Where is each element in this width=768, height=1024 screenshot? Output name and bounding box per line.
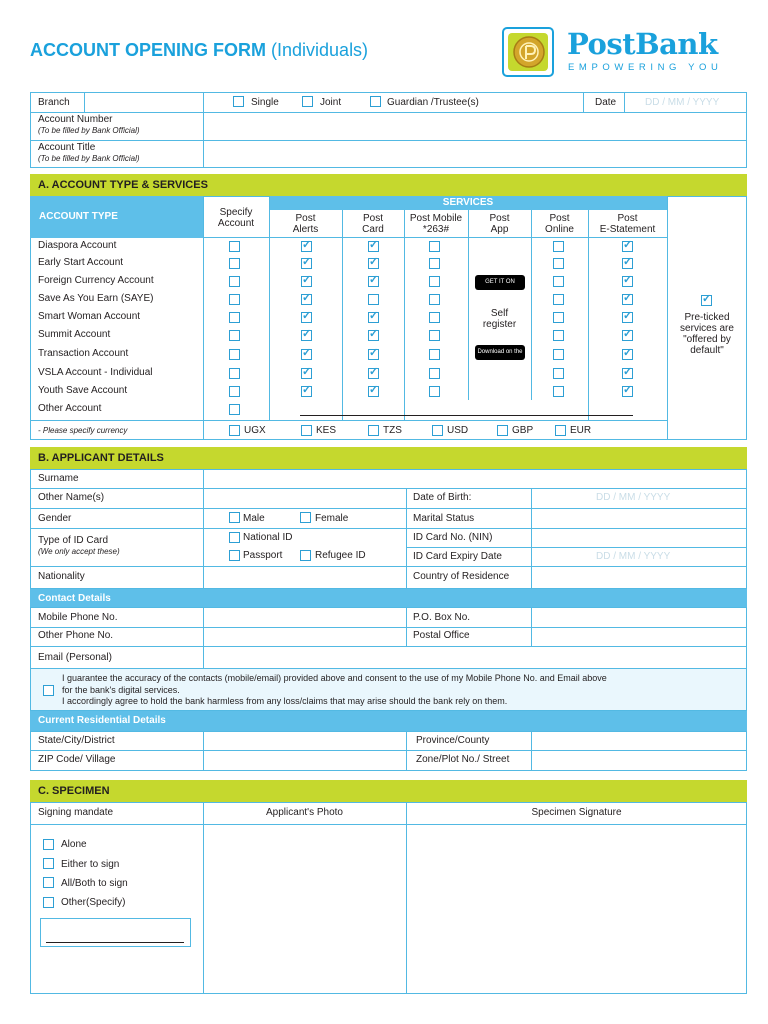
specify-checkbox[interactable] <box>229 294 240 305</box>
specify-checkbox[interactable] <box>229 312 240 323</box>
dob-placeholder[interactable]: DD / MM / YYYY <box>596 492 671 503</box>
alerts-checkbox[interactable] <box>301 241 312 252</box>
account-number-label: Account Number <box>38 114 113 125</box>
currency-checkbox[interactable] <box>229 425 240 436</box>
male-checkbox[interactable] <box>229 512 240 523</box>
card-checkbox[interactable] <box>368 241 379 252</box>
estatement-checkbox[interactable] <box>622 294 633 305</box>
mobile-checkbox[interactable] <box>429 258 440 269</box>
alerts-checkbox[interactable] <box>301 258 312 269</box>
nin-label: ID Card No. (NIN) <box>413 532 493 543</box>
card-checkbox[interactable] <box>368 368 379 379</box>
estatement-checkbox[interactable] <box>622 330 633 341</box>
email-label: Email (Personal) <box>38 652 112 663</box>
applicant-details-table <box>30 469 747 589</box>
online-checkbox[interactable] <box>553 330 564 341</box>
card-checkbox[interactable] <box>368 386 379 397</box>
preticked-note: Pre-ticked services are "offered by default" <box>680 312 734 356</box>
consent-text-3: I accordingly agree to hold the bank harmless from any loss/claims that may arise should the bank rely on them. <box>62 696 508 706</box>
expiry-placeholder[interactable]: DD / MM / YYYY <box>596 551 671 562</box>
alerts-checkbox[interactable] <box>301 330 312 341</box>
marital-label: Marital Status <box>413 513 475 524</box>
card-checkbox[interactable] <box>368 312 379 323</box>
preticked-example-checkbox <box>701 295 712 306</box>
alerts-checkbox[interactable] <box>301 312 312 323</box>
estatement-checkbox[interactable] <box>622 276 633 287</box>
specimen-table <box>30 802 747 994</box>
male-label: Male <box>243 513 265 524</box>
estatement-checkbox[interactable] <box>622 312 633 323</box>
consent-text-2: for the bank's digital services. <box>62 685 180 695</box>
currency-checkbox[interactable] <box>497 425 508 436</box>
other-names-label: Other Name(s) <box>38 492 105 503</box>
account-name: Save As You Earn (SAYE) <box>38 293 154 304</box>
online-checkbox[interactable] <box>553 294 564 305</box>
form-title: ACCOUNT OPENING FORM (Individuals) <box>30 40 369 60</box>
currency-note: - Please specify currency <box>38 426 128 435</box>
branch-label: Branch <box>38 97 70 108</box>
card-checkbox[interactable] <box>368 330 379 341</box>
other-mandate-checkbox[interactable] <box>43 897 54 908</box>
mobile-checkbox[interactable] <box>429 386 440 397</box>
surname-label: Surname <box>38 473 79 484</box>
currency-checkbox[interactable] <box>368 425 379 436</box>
section-a-header: A. ACCOUNT TYPE & SERVICES <box>30 174 747 196</box>
post-estatement-header: Post E-Statement <box>599 213 656 235</box>
female-checkbox[interactable] <box>300 512 311 523</box>
refugee-id-checkbox[interactable] <box>300 550 311 561</box>
account-name: Early Start Account <box>38 257 124 268</box>
mobile-checkbox[interactable] <box>429 330 440 341</box>
all-label: All/Both to sign <box>61 878 128 889</box>
section-b-header: B. APPLICANT DETAILS <box>30 447 747 469</box>
national-id-checkbox[interactable] <box>229 532 240 543</box>
other-account-line[interactable] <box>300 415 633 416</box>
account-name: Foreign Currency Account <box>38 275 154 286</box>
currency-checkbox[interactable] <box>301 425 312 436</box>
all-checkbox[interactable] <box>43 877 54 888</box>
residential-table <box>30 731 747 771</box>
online-checkbox[interactable] <box>553 258 564 269</box>
specify-checkbox[interactable] <box>229 241 240 252</box>
residential-details-band: Current Residential Details <box>30 711 747 731</box>
mobile-checkbox[interactable] <box>429 368 440 379</box>
joint-checkbox[interactable] <box>302 96 313 107</box>
refugee-id-label: Refugee ID <box>315 550 366 561</box>
online-checkbox[interactable] <box>553 368 564 379</box>
form-subtitle: (Individuals) <box>271 40 369 60</box>
app-store-badge[interactable]: Download on the App Store <box>475 345 525 360</box>
expiry-label: ID Card Expiry Date <box>413 551 502 562</box>
account-name: Transaction Account <box>38 348 129 359</box>
brand-name: PostBank <box>567 27 718 61</box>
mobile-checkbox[interactable] <box>429 294 440 305</box>
contact-details-band: Contact Details <box>30 589 747 607</box>
services-header: SERVICES <box>442 197 494 208</box>
post-online-header: Post Online <box>545 213 574 235</box>
mobile-checkbox[interactable] <box>429 276 440 287</box>
post-mobile-header: Post Mobile *263# <box>409 213 463 235</box>
mobile-label: Mobile Phone No. <box>38 612 118 623</box>
id-type-label: Type of ID Card <box>38 535 109 546</box>
self-register-label: Self register <box>482 308 517 330</box>
specify-checkbox[interactable] <box>229 386 240 397</box>
nationality-label: Nationality <box>38 571 85 582</box>
dob-label: Date of Birth: <box>413 492 472 503</box>
joint-label: Joint <box>320 97 342 108</box>
post-alerts-header: Post Alerts <box>292 213 319 235</box>
either-label: Either to sign <box>61 859 120 870</box>
account-name: VSLA Account - Individual <box>38 367 153 378</box>
date-label: Date <box>595 97 617 108</box>
specify-checkbox[interactable] <box>229 330 240 341</box>
post-app-header: Post App <box>489 213 510 235</box>
google-play-badge[interactable]: GET IT ON Google play <box>475 275 525 290</box>
alerts-checkbox[interactable] <box>301 368 312 379</box>
card-checkbox[interactable] <box>368 294 379 305</box>
passport-label: Passport <box>243 550 283 561</box>
card-checkbox[interactable] <box>368 349 379 360</box>
mobile-checkbox[interactable] <box>429 349 440 360</box>
guardian-label: Guardian /Trustee(s) <box>387 97 479 108</box>
currency-label: KES <box>316 425 337 436</box>
account-name: Smart Woman Account <box>38 311 141 322</box>
zip-label: ZIP Code/ Village <box>38 754 116 765</box>
mobile-checkbox[interactable] <box>429 241 440 252</box>
online-checkbox[interactable] <box>553 276 564 287</box>
currency-label: GBP <box>512 425 534 436</box>
online-checkbox[interactable] <box>553 349 564 360</box>
currency-label: USD <box>447 425 469 436</box>
online-checkbox[interactable] <box>553 386 564 397</box>
zone-label: Zone/Plot No./ Street <box>416 754 510 765</box>
post-card-header: Post Card <box>362 213 384 235</box>
specify-checkbox[interactable] <box>229 276 240 287</box>
estatement-checkbox[interactable] <box>622 258 633 269</box>
card-checkbox[interactable] <box>368 258 379 269</box>
either-checkbox[interactable] <box>43 858 54 869</box>
signature-header: Specimen Signature <box>531 807 622 818</box>
residence-label: Country of Residence <box>413 571 510 582</box>
brand-tagline: EMPOWERING YOU <box>568 62 723 73</box>
currency-label: TZS <box>383 425 402 436</box>
province-label: Province/County <box>416 735 490 746</box>
account-type-header: ACCOUNT TYPE <box>39 211 118 222</box>
alone-label: Alone <box>61 839 87 850</box>
estatement-checkbox[interactable] <box>622 241 633 252</box>
single-checkbox[interactable] <box>233 96 244 107</box>
currency-checkbox[interactable] <box>555 425 566 436</box>
postal-office-label: Postal Office <box>413 630 470 641</box>
alone-checkbox[interactable] <box>43 839 54 850</box>
account-title-note: (To be filled by Bank Official) <box>38 154 140 163</box>
female-label: Female <box>315 513 349 524</box>
account-name: Diaspora Account <box>38 240 117 251</box>
account-title-label: Account Title <box>38 142 96 153</box>
other-phone-label: Other Phone No. <box>38 630 114 641</box>
account-name: Youth Save Account <box>38 385 128 396</box>
currency-checkbox[interactable] <box>432 425 443 436</box>
date-placeholder[interactable]: DD / MM / YYYY <box>645 97 720 108</box>
state-label: State/City/District <box>38 735 115 746</box>
consent-text-1: I guarantee the accuracy of the contacts (mobile/email) provided above and consent to the use of my Mobile Phone No. and Email above <box>62 673 607 683</box>
gender-label: Gender <box>38 513 72 524</box>
mandate-header: Signing mandate <box>38 807 114 818</box>
postbank-logo <box>502 27 556 79</box>
account-name: Summit Account <box>38 329 111 340</box>
specify-checkbox[interactable] <box>229 349 240 360</box>
alerts-checkbox[interactable] <box>301 276 312 287</box>
single-label: Single <box>251 97 279 108</box>
pobox-label: P.O. Box No. <box>413 612 471 623</box>
alerts-checkbox[interactable] <box>301 349 312 360</box>
currency-label: UGX <box>244 425 266 436</box>
mobile-checkbox[interactable] <box>429 312 440 323</box>
alerts-checkbox[interactable] <box>301 294 312 305</box>
id-type-note: (We only accept these) <box>38 547 120 556</box>
specify-checkbox[interactable] <box>229 258 240 269</box>
estatement-checkbox[interactable] <box>622 349 633 360</box>
currency-label: EUR <box>570 425 592 436</box>
photo-header: Applicant's Photo <box>266 807 343 818</box>
estatement-checkbox[interactable] <box>622 368 633 379</box>
other-mandate-label: Other(Specify) <box>61 897 126 908</box>
section-c-header: C. SPECIMEN <box>30 780 747 802</box>
estatement-checkbox[interactable] <box>622 386 633 397</box>
account-number-note: (To be filled by Bank Official) <box>38 126 140 135</box>
other-account-label: Other Account <box>38 403 102 414</box>
online-checkbox[interactable] <box>553 312 564 323</box>
specify-account-header: Specify Account <box>217 207 255 229</box>
alerts-checkbox[interactable] <box>301 386 312 397</box>
specify-checkbox[interactable] <box>229 368 240 379</box>
other-account-checkbox[interactable] <box>229 404 240 415</box>
passport-checkbox[interactable] <box>229 550 240 561</box>
consent-checkbox[interactable] <box>43 685 54 696</box>
online-checkbox[interactable] <box>553 241 564 252</box>
guardian-checkbox[interactable] <box>370 96 381 107</box>
card-checkbox[interactable] <box>368 276 379 287</box>
national-id-label: National ID <box>243 532 293 543</box>
